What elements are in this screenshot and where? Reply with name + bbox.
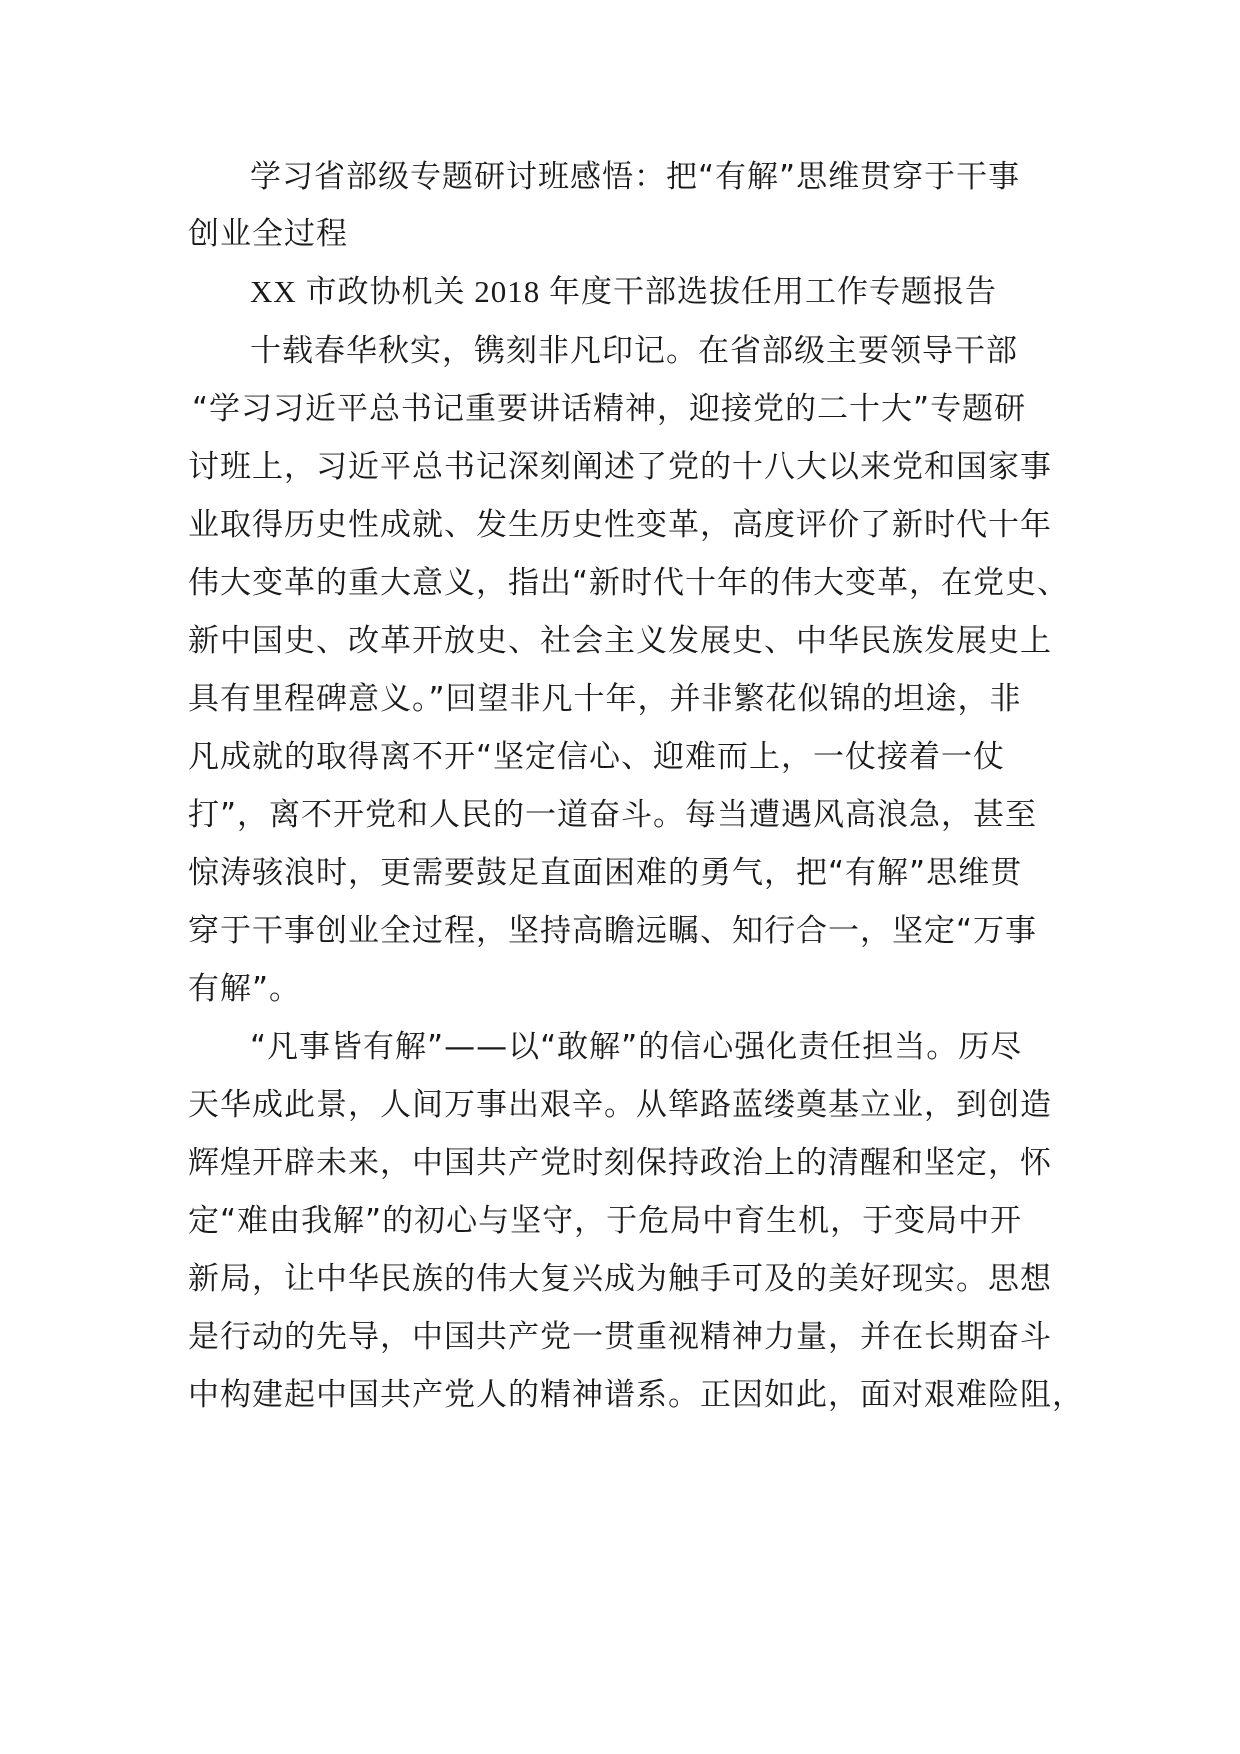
paragraph-2-line: 新局，让中华民族的伟大复兴成为触手可及的美好现实。思想 <box>188 1261 1052 1297</box>
paragraph-1-line: 打”，离不开党和人民的一道奋斗。每当遭遇风高浪急，甚至 <box>188 797 1038 833</box>
paragraph-1-line: 讨班上，习近平总书记深刻阐述了党的十八大以来党和国家事 <box>188 449 1052 485</box>
paragraph-2-line: “凡事皆有解”——以“敢解”的信心强化责任担当。历尽 <box>250 1029 1023 1065</box>
paragraph-1-line: 穿于干事创业全过程，坚持高瞻远瞩、知行合一，坚定“万事 <box>188 913 1038 949</box>
paragraph-1-line: 惊涛骇浪时，更需要鼓足直面困难的勇气，把“有解”思维贯 <box>188 855 1023 891</box>
subtitle: XX 市政协机关 2018 年度干部选拔任用工作专题报告 <box>250 274 998 309</box>
paragraph-2-line: 天华成此景，人间万事出艰辛。从筚路蓝缕奠基立业，到创造 <box>188 1087 1052 1123</box>
title-line-1: 学习省部级专题研讨班感悟：把“有解”思维贯穿于干事 <box>250 159 1021 195</box>
paragraph-2-line: 辉煌开辟未来，中国共产党时刻保持政治上的清醒和坚定，怀 <box>188 1145 1052 1181</box>
paragraph-1-line: 业取得历史性成就、发生历史性变革，高度评价了新时代十年 <box>188 507 1052 543</box>
paragraph-2-line: 是行动的先导，中国共产党一贯重视精神力量，并在长期奋斗 <box>188 1319 1052 1355</box>
title-line-2: 创业全过程 <box>188 216 348 252</box>
paragraph-1-line: 凡成就的取得离不开“坚定信心、迎难而上，一仗接着一仗 <box>188 739 1006 775</box>
paragraph-2-line: 定“难由我解”的初心与坚守，于危局中育生机，于变局中开 <box>188 1203 1023 1239</box>
paragraph-1-line: “学习习近平总书记重要讲话精神，迎接党的二十大”专题研 <box>192 391 1027 427</box>
paragraph-1-line: 十载春华秋实，镌刻非凡印记。在省部级主要领导干部 <box>250 333 1018 369</box>
paragraph-1-line: 伟大变革的重大意义，指出“新时代十年的伟大变革，在党史、 <box>188 565 1070 601</box>
paragraph-1-line: 具有里程碑意义。”回望非凡十年，并非繁花似锦的坦途，非 <box>188 681 1022 717</box>
paragraph-1-line: 新中国史、改革开放史、社会主义发展史、中华民族发展史上 <box>188 623 1052 659</box>
paragraph-1-line: 有解”。 <box>188 971 302 1007</box>
paragraph-2-line: 中构建起中国共产党人的精神谱系。正因如此，面对艰难险阻， <box>188 1377 1084 1413</box>
